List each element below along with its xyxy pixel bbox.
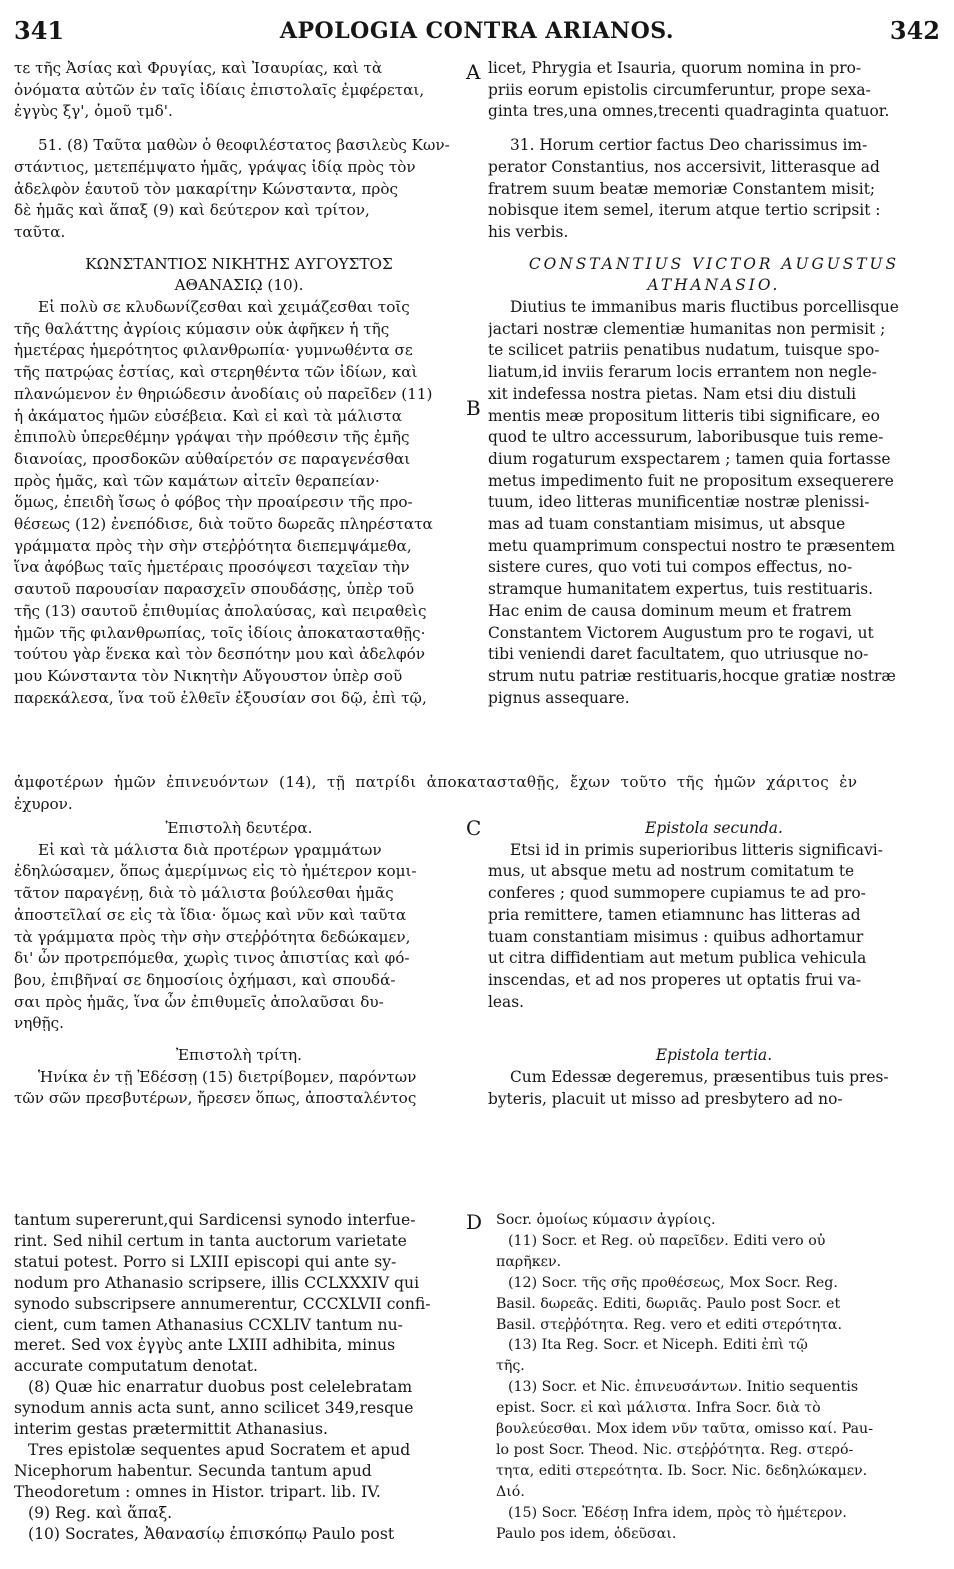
- text-line: xit indefessa nostra pietas. Nam etsi diu distuli: [488, 384, 857, 403]
- text-line: his verbis.: [488, 222, 569, 241]
- text-line: ginta tres,una omnes,trecenti quadraginta quatuor.: [488, 102, 890, 121]
- text-line: θέσεως (12) ἐνεπόδισε, διὰ τοῦτο δωρεᾶς πληρέστατα: [14, 515, 433, 534]
- footnote-line: (9) Reg. καὶ ἅπαξ.: [28, 1503, 173, 1522]
- latin-epistle-2: [488, 840, 940, 1014]
- text-line: ἐπιπολὺ ὑπερεθέμην γράψαι τὴν πρόθεσιν τῆς ἐμῆς: [14, 428, 410, 447]
- greek-epistle-2: [14, 840, 464, 1035]
- margin-marker-a: A: [466, 60, 481, 84]
- text-line: conferes ; quod summopere cupiamus te ad pro-: [488, 884, 866, 903]
- running-title: APOLOGIA CONTRA ARIANOS.: [279, 18, 675, 44]
- latin-epistle-3-title: Epistola tertia.: [655, 1046, 773, 1065]
- text-line: τῆς (13) σαυτοῦ ἐπιθυμίας ἀπολαύσας, καὶ πειραθεὶς: [14, 601, 427, 620]
- text-line: Etsi id in primis superioribus litteris significavi-: [510, 840, 883, 859]
- footnote-line: rint. Sed nihil certum in tanta auctorum varietate: [14, 1231, 407, 1250]
- text-line: metu quamprimum conspectui nostro te præsentem: [488, 536, 895, 555]
- text-line: παρεκάλεσα, ἵνα τοῦ ἐλθεῖν ἐξουσίαν σοι δῷ, ἐπὶ τῷ,: [14, 688, 427, 707]
- text-line: τε τῆς Ἀσίας καὶ Φρυγίας, καὶ Ἰσαυρίας, καὶ τὰ: [14, 59, 383, 77]
- text-line: ταῦτα.: [14, 222, 66, 241]
- footnote-line: synodo subscripsere annumerentur, CCCXLVII confi-: [14, 1294, 431, 1313]
- footnote-line: τῆς.: [496, 1358, 525, 1375]
- footnote-line: synodum annis acta sunt, anno scilicet 349,resque: [14, 1399, 414, 1418]
- greek-paragraph-1: [14, 58, 464, 123]
- text-line: mus, ut absque metu ad nostrum comitatum te: [488, 862, 855, 881]
- text-line: perator Constantius, nos accersivit, litterasque ad: [488, 157, 880, 176]
- text-line: stramque humanitatem expertus, tuis restituaris.: [488, 580, 874, 599]
- footnote-line: Nicephorum habentur. Secunda tantum apud: [14, 1461, 372, 1480]
- text-line: δι' ὧν προτρεπόμεθα, χωρὶς τινος ἀπιστίας καὶ φό-: [14, 949, 410, 968]
- text-line: διανοίας, προσδοκῶν αὐθαίρετόν σε παραγενέσθαι: [14, 449, 411, 468]
- greek-letter-heading: ΚΩΝΣΤΑΝΤΙΟΣ ΝΙΚΗΤΗΣ ΑΥΓΟΥΣΤΟΣ: [85, 254, 393, 273]
- page-number-left: 341: [14, 16, 65, 45]
- text-line: quod te ultro accessurum, laboribusque tuis reme-: [488, 428, 884, 447]
- text-line: tuum, ideo litteras munificentiæ nostræ plenissi-: [488, 493, 870, 512]
- text-line: ἐδηλώσαμεν, ὅπως ἀμερίμνως εἰς τὸ ἡμέτερον κομι-: [14, 862, 417, 881]
- greek-letter-heading-addressee: ΑΘΑΝΑΣΙῼ (10).: [174, 276, 304, 295]
- margin-marker-b: B: [466, 396, 481, 420]
- text-line: ut citra diffidentiam aut metum publica vehicula: [488, 949, 867, 968]
- text-line: τῆς θαλάττης ἀγρίοις κύμασιν οὐκ ἀφῆκεν ἡ τῆς: [14, 319, 390, 338]
- footnote-line: interim gestas prætermittit Athanasius.: [14, 1420, 328, 1439]
- footnote-line: (10) Socrates, Ἀθανασίῳ ἐπισκόπῳ Paulo post: [28, 1524, 395, 1543]
- footnote-line: (15) Socr. Ἐδέσῃ Infra idem, πρὸς τὸ ἡμέτερον.: [508, 1504, 847, 1521]
- footnote-line: Socr. ὁμοίως κύμασιν ἀγρίοις.: [496, 1212, 716, 1228]
- text-line: ὅμως, ἐπειδὴ ἴσως ὁ φόβος τὴν προαίρεσιν τῆς προ-: [14, 493, 413, 512]
- text-line: Εἰ πολὺ σε κλυδωνίζεσθαι καὶ χειμάζεσθαι τοῖς: [38, 298, 410, 317]
- text-line: τᾶτον παραγένῃ, διὰ τὸ μάλιστα βούλεσθαι ἡμᾶς: [14, 884, 394, 903]
- footnote-line: βουλεύεσθαι. Mox idem νῦν ταῦτα, omisso καί. Pau-: [496, 1421, 873, 1438]
- text-line: Hac enim de causa dominum meum et fratrem: [488, 601, 852, 620]
- footnote-line: lo post Socr. Theod. Nic. στεῤῥότητα. Reg. στερό-: [496, 1441, 854, 1458]
- footnote-line: meret. Sed vox ἐγγὺς ante LXIII adhibita, minus: [14, 1336, 396, 1355]
- text-line: γράμματα πρὸς τὴν σὴν στεῤῥότητα διεπεμψάμεθα,: [14, 536, 412, 555]
- page-header: [0, 12, 954, 48]
- footnote-line: τητα, editi στερεότητα. Ib. Socr. Nic. δεδηλώκαμεν.: [496, 1462, 868, 1479]
- text-line: Cum Edessæ degeremus, præsentibus tuis pres-: [510, 1068, 889, 1087]
- footnote-line: Theodoretum : omnes in Histor. tripart. lib. IV.: [14, 1482, 381, 1501]
- footnote-line: (13) Socr. et Nic. ἐπινευσάντων. Initio sequentis: [508, 1379, 859, 1396]
- text-line: νηθῇς.: [14, 1014, 64, 1033]
- text-line: priis eorum epistolis circumferuntur, prope sexa-: [488, 80, 871, 99]
- text-line: ἐχυρον.: [14, 794, 73, 813]
- footnote-line: παρῆκεν.: [496, 1253, 562, 1270]
- text-line: τούτου γὰρ ἕνεκα καὶ τὸν δεσπότην μου καὶ ἀδελφόν: [14, 645, 426, 664]
- text-line: pignus assequare.: [488, 688, 630, 707]
- text-line: nobisque item semel, iterum atque tertio scripsit :: [488, 201, 881, 220]
- text-line: leas.: [488, 992, 524, 1011]
- footnote-line: Basil. στεῤῥότητα. Reg. vero et editi στερότητα.: [496, 1316, 843, 1333]
- greek-epistle-2-title: Ἐπιστολὴ δευτέρα.: [165, 819, 313, 837]
- text-line: mentis meæ propositum litteris tibi significare, eo: [488, 406, 880, 425]
- text-line: pria remittere, tamen etiamnunc has litteras ad: [488, 905, 861, 924]
- text-line: πρὸς ἡμᾶς, καὶ τῶν καμάτων αἰτεῖν θεραπείαν·: [14, 471, 380, 490]
- footnote-line: Paulo pos idem, ὁδεῦσαι.: [496, 1525, 677, 1542]
- page-number-right: 342: [889, 16, 940, 45]
- latin-epistles-section: [488, 818, 940, 1110]
- text-line: δὲ ἡμᾶς καὶ ἅπαξ (9) καὶ δεύτερον καὶ τρίτον,: [14, 201, 370, 220]
- text-line: τῆς πατρῴας ἑστίας, καὶ στερηθέντα τῶν ἰδίων, καὶ: [14, 363, 418, 382]
- latin-letter-1: [488, 297, 940, 709]
- text-line: ἵνα ἀφόβως ταῖς ἡμετέραις προσόψεσι ταχεῖαν τὴν: [14, 558, 410, 577]
- text-line: Εἰ καὶ τὰ μάλιστα διὰ προτέρων γραμμάτων: [38, 840, 382, 859]
- footnote-line: (11) Socr. et Reg. οὐ παρεῖδεν. Editi vero οὐ: [508, 1232, 826, 1249]
- greek-column-top: [14, 58, 464, 709]
- text-line: 51. (8) Ταῦτα μαθὼν ὁ θεοφιλέστατος βασιλεὺς Κων-: [38, 136, 450, 155]
- footnote-line: (12) Socr. τῆς σῆς προθέσεως, Mox Socr. Reg.: [508, 1274, 838, 1291]
- footnote-line: statui potest. Porro si LXIII episcopi qui ante sy-: [14, 1252, 397, 1271]
- text-line: strum nutu patriæ restituaris,hocque gratiæ nostræ: [488, 666, 896, 685]
- text-line: τῶν σῶν πρεσβυτέρων, ἤρεσεν ὅπως, ἀποσταλέντος: [14, 1089, 417, 1108]
- footnote-line: epist. Socr. εἰ καὶ μάλιστα. Infra Socr. διὰ τὸ: [496, 1400, 821, 1417]
- text-line: mas ad tuam constantiam misimus, ut absque: [488, 515, 846, 534]
- greek-epistle-3: [14, 1067, 464, 1110]
- footnote-line: accurate computatum denotat.: [14, 1357, 258, 1376]
- greek-paragraph-2: [14, 135, 464, 244]
- latin-epistle-3: [488, 1067, 940, 1110]
- text-line: ἐγγὺς ξγ', ὁμοῦ τμδ'.: [14, 102, 173, 121]
- greek-epistle-3-title: Ἐπιστολὴ τρίτη.: [176, 1046, 302, 1065]
- greek-wide-continuation: [14, 772, 940, 815]
- text-line: licet, Phrygia et Isauria, quorum nomina in pro-: [488, 59, 862, 77]
- text-line: jactari nostræ clementiæ humanitas non permisit ;: [488, 319, 886, 338]
- text-line: fratrem suum beatæ memoriæ Constantem misit;: [488, 179, 876, 198]
- text-line: dium rogaturum exspectarem ; tamen quia fortasse: [488, 449, 891, 468]
- footnote-line: tantum supererunt,qui Sardicensi synodo interfue-: [14, 1211, 416, 1229]
- text-line: tuam constantiam misimus : quibus adhortamur: [488, 927, 864, 946]
- text-line: ἡμετέρας ἡμερότητος φιλανθρωπία· γυμνωθέντα σε: [14, 341, 413, 360]
- greek-epistles-section: [14, 818, 464, 1110]
- footnotes-right: [496, 1210, 940, 1545]
- text-line: ὀνόματα αὐτῶν ἐν ταῖς ἰδίαις ἐπιστολαῖς ἐμφέρεται,: [14, 80, 425, 99]
- text-line: ἡ ἀκάματος ἡμῶν εὐσέβεια. Καὶ εἰ καὶ τὰ μάλιστα: [14, 406, 402, 425]
- latin-letter-heading: CONSTANTIUS VICTOR AUGUSTUS: [528, 254, 900, 273]
- text-line: ἀποστεῖλαί σε εἰς τὰ ἴδια· ὅμως καὶ νῦν καὶ ταῦτα: [14, 905, 407, 924]
- text-line: byteris, placuit ut misso ad presbytero ad no-: [488, 1089, 843, 1108]
- text-line: σαυτοῦ παρουσίαν παρασχεῖν σπουδάσῃς, ὑπὲρ τοῦ: [14, 580, 415, 599]
- text-line: tibi veniendi daret facultatem, quo utriusque no-: [488, 645, 869, 664]
- latin-paragraph-2: [488, 135, 940, 244]
- footnote-line: nodum pro Athanasio scripsere, illis CCLXXXIV qui: [14, 1273, 420, 1292]
- text-line: te scilicet patriis penatibus nudatum, tuisque spo-: [488, 341, 880, 360]
- latin-letter-heading-addressee: ATHANASIO.: [647, 276, 781, 295]
- footnote-line: Tres epistolæ sequentes apud Socratem et apud: [28, 1440, 411, 1459]
- footnote-line: Διό.: [496, 1483, 525, 1500]
- text-line: ἀδελφὸν ἑαυτοῦ τὸν μακαρίτην Κώνσταντα, πρὸς: [14, 179, 398, 198]
- text-line: metus impedimento fuit ne propositum exsequerere: [488, 471, 894, 490]
- text-line: σαι πρὸς ἡμᾶς, ἵνα ὧν ἐπιθυμεῖς ἀπολαῦσαι δυ-: [14, 992, 384, 1011]
- margin-marker-d: D: [466, 1210, 483, 1234]
- text-line: τὰ γράμματα πρὸς τὴν σὴν στεῤῥότητα δεδώκαμεν,: [14, 927, 411, 946]
- text-line: στάντιος, μετεπέμψατο ἡμᾶς, γράψας ἰδίᾳ πρὸς τὸν: [14, 157, 416, 176]
- footnote-line: (8) Quæ hic enarratur duobus post celelebratam: [28, 1378, 413, 1397]
- text-line: βου, ἐπιβῆναί σε δημοσίοις ὀχήμασι, καὶ σπουδά-: [14, 970, 396, 989]
- text-line: sistere cures, quo voti tui compos effectus, no-: [488, 558, 853, 577]
- margin-marker-c: C: [466, 816, 482, 840]
- latin-epistle-2-title: Epistola secunda.: [645, 819, 783, 837]
- text-line: μου Κώνσταντα τὸν Νικητὴν Αὔγουστον ὑπὲρ σοῦ: [14, 666, 403, 685]
- text-line: ἀμφοτέρων ἡμῶν ἐπινευόντων (14), τῇ πατρίδι ἀποκατασταθῇς, ἔχων τοῦτο τῆς ἡμῶν χάριτος ἐν: [14, 773, 858, 791]
- text-line: Ἡνίκα ἐν τῇ Ἐδέσσῃ (15) διετρίβομεν, παρόντων: [38, 1067, 417, 1086]
- text-line: 31. Horum certior factus Deo charissimus im-: [510, 136, 868, 155]
- footnote-line: (13) Ita Reg. Socr. et Niceph. Editi ἐπὶ τῷ: [508, 1337, 808, 1354]
- footnote-line: cient, cum tamen Athanasius CCXLIV tantum nu-: [14, 1315, 403, 1334]
- text-line: ἡμῶν τῆς φιλανθρωπίας, τοῖς ἰδίοις ἀποκατασταθῇς·: [14, 623, 426, 642]
- footnotes-left: [14, 1210, 464, 1545]
- greek-letter-1: [14, 297, 464, 709]
- text-line: Constantem Victorem Augustum pro te rogavi, ut: [488, 623, 874, 642]
- text-line: Diutius te immanibus maris fluctibus porcellisque: [510, 298, 899, 317]
- text-line: inscendas, et ad nos properes ut optatis frui va-: [488, 970, 862, 989]
- footnote-line: Basil. δωρεᾶς. Editi, δωριᾶς. Paulo post Socr. et: [496, 1295, 841, 1312]
- latin-column-top: [488, 58, 940, 709]
- text-line: πλανώμενον ἐν θηριώδεσιν ἀνοδίαις οὐ παρεῖδεν (11): [14, 384, 433, 403]
- text-line: liatum,id inviis ferarum locis errantem non negle-: [488, 363, 877, 382]
- latin-paragraph-1: [488, 58, 940, 123]
